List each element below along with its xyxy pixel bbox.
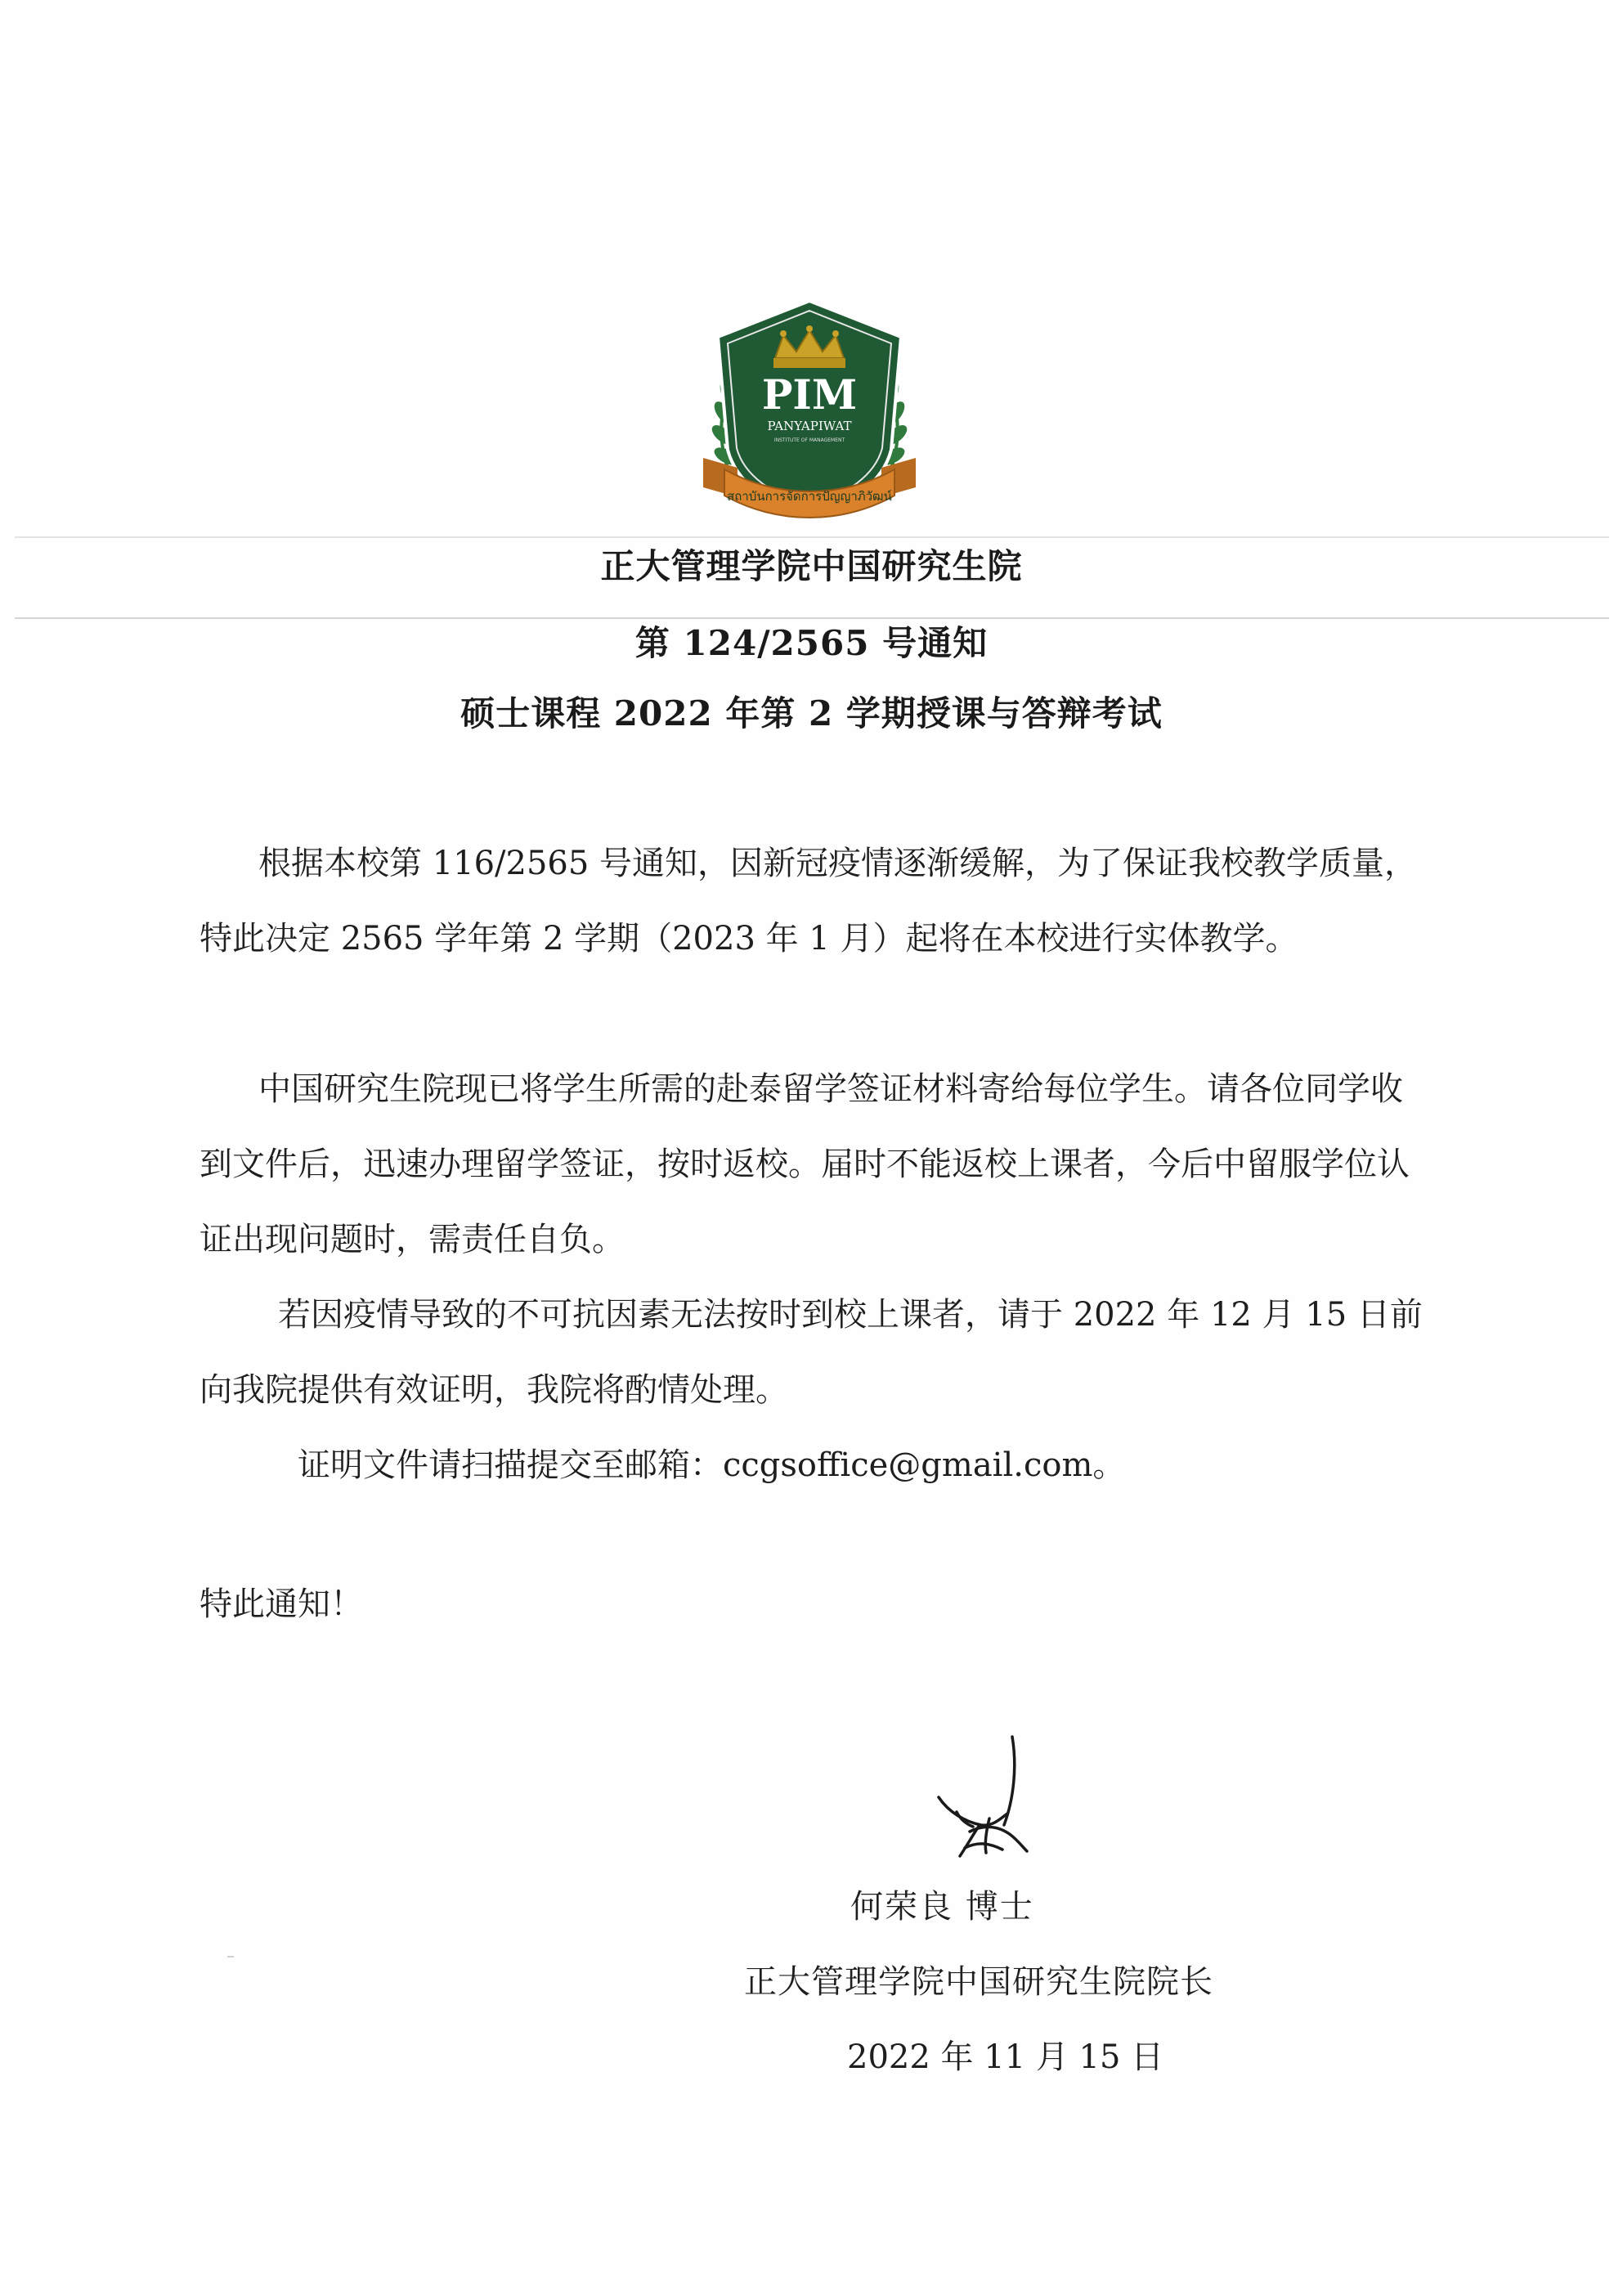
closing-remark: 特此通知！	[200, 1585, 363, 1623]
scan-speck	[227, 1956, 234, 1957]
body-paragraph: 若因疫情导致的不可抗因素无法按时到校上课者，请于 2022 年 12 月 15 日前向我院提供有效证明，我院将酌情处理。	[200, 1296, 1423, 1409]
notice-number-heading: 第 124/2565 号通知	[634, 623, 989, 663]
logo-ribbon-text: สถาบันการจัดการปัญญาภิวัฒน์	[727, 489, 892, 504]
institution-heading: 正大管理学院中国研究生院	[600, 546, 1023, 586]
notice-subject-heading: 硕士课程 2022 年第 2 学期授课与答辩考试	[460, 693, 1163, 733]
email-paragraph: 证明文件请扫描提交至邮箱：ccgsoffice@gmail.com。	[298, 1446, 1126, 1484]
body-paragraph: 根据本校第 116/2565 号通知，因新冠疫情逐渐缓解，为了保证我校教学质量，特此决定 2565 学年第 2 学期（2023 年 1 月）起将在本校进行实体教学。	[200, 845, 1418, 957]
logo-sub-small-text: INSTITUTE OF MANAGEMENT	[773, 437, 845, 443]
signatory-title: 正大管理学院中国研究生院院长	[744, 1963, 1213, 2001]
notice-body	[200, 0, 1426, 2296]
handwritten-signature	[932, 1733, 1063, 1872]
signature-date: 2022 年 11 月 15 日	[847, 2038, 1164, 2076]
logo-main-text: PIM	[761, 370, 858, 419]
logo-sub-text: PANYAPIWAT	[767, 419, 852, 433]
body-paragraph: 中国研究生院现已将学生所需的赴泰留学签证材料寄给每位学生。请各位同学收到文件后，迅速办理留学签证，按时返校。届时不能返校上课者，今后中留服学位认证出现问题时，需责任自负。	[200, 1070, 1410, 1258]
signatory-name: 何荣良 博士	[850, 1888, 1034, 1926]
